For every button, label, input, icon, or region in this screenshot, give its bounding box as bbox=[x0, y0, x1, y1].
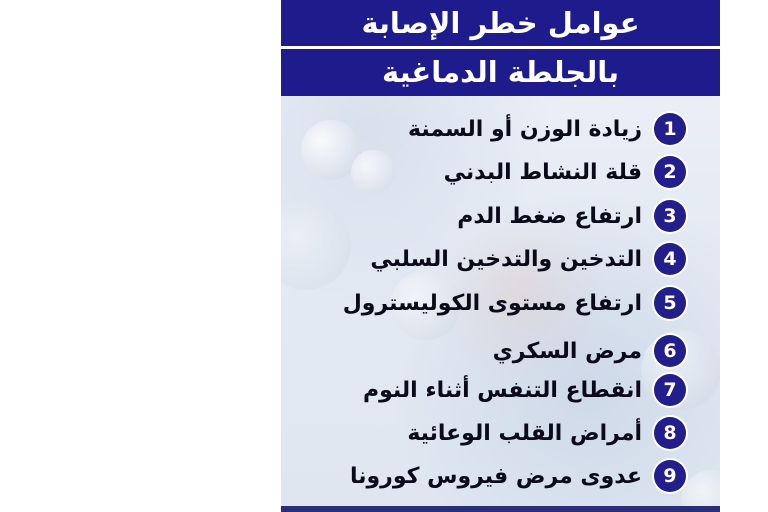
number-badge: 7 bbox=[654, 374, 686, 406]
risk-factor-label: قلة النشاط البدني bbox=[443, 159, 642, 185]
blood-cell-decoration bbox=[351, 150, 395, 194]
list-item bbox=[444, 155, 686, 189]
infographic-poster bbox=[281, 0, 720, 512]
risk-factor-label: انقطاع التنفس أثناء النوم bbox=[362, 377, 642, 403]
number-badge: 6 bbox=[654, 335, 686, 367]
list-item bbox=[350, 459, 686, 493]
risk-factor-label: ارتفاع مستوى الكوليسترول bbox=[342, 290, 642, 316]
number-badge: 5 bbox=[654, 287, 686, 319]
blood-cell-decoration bbox=[281, 200, 351, 290]
bottom-strip bbox=[281, 506, 720, 512]
risk-factor-label: أمراض القلب الوعائية bbox=[407, 420, 642, 446]
list-item bbox=[343, 286, 686, 320]
title-line-2: بالجلطة الدماغية bbox=[281, 49, 720, 96]
list-item bbox=[457, 199, 686, 233]
risk-factor-label: ارتفاع ضغط الدم bbox=[457, 203, 642, 229]
number-badge: 9 bbox=[654, 460, 686, 492]
list-item bbox=[370, 242, 686, 276]
risk-factor-label: زيادة الوزن أو السمنة bbox=[408, 116, 642, 142]
list-item bbox=[363, 373, 686, 407]
list-item bbox=[408, 112, 686, 146]
title-line-1: عوامل خطر الإصابة bbox=[281, 0, 720, 46]
number-badge: 4 bbox=[654, 243, 686, 275]
risk-factor-label: مرض السكري bbox=[492, 338, 642, 364]
list-item bbox=[407, 416, 686, 450]
number-badge: 8 bbox=[654, 417, 686, 449]
risk-factor-label: عدوى مرض فيروس كورونا bbox=[349, 463, 642, 489]
number-badge: 3 bbox=[654, 200, 686, 232]
list-item bbox=[493, 334, 686, 368]
number-badge: 2 bbox=[654, 156, 686, 188]
risk-factor-label: التدخين والتدخين السلبي bbox=[370, 246, 642, 272]
number-badge: 1 bbox=[654, 113, 686, 145]
